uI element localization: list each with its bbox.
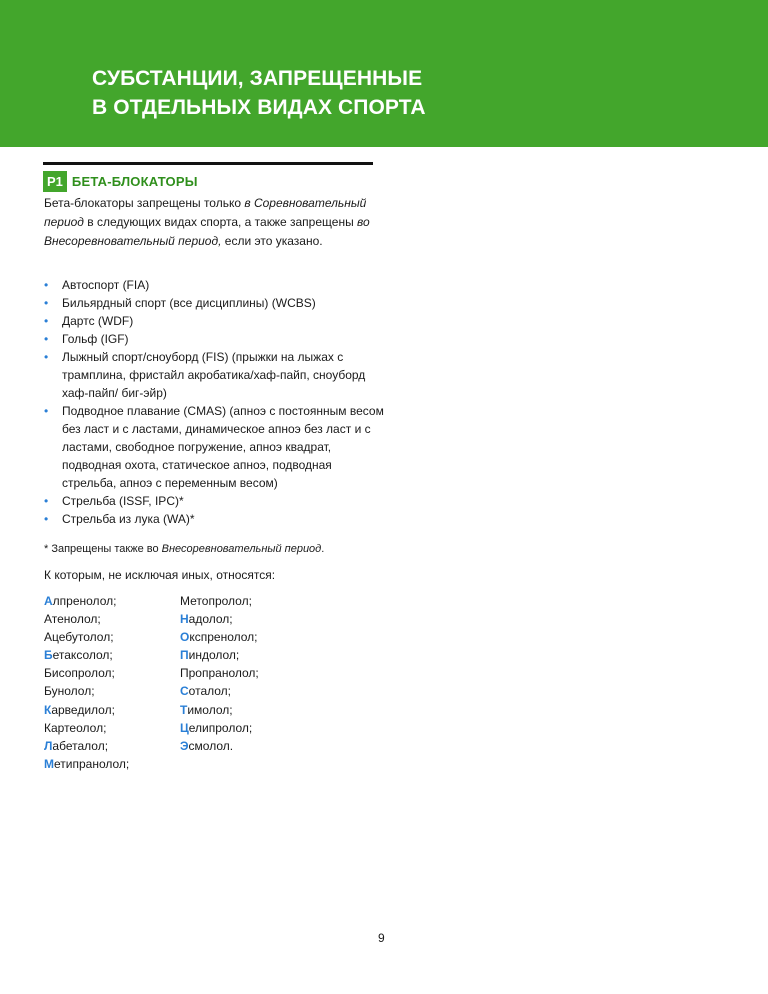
- substance-name: Атенолол;: [44, 612, 101, 627]
- substance-name: етаксолол;: [52, 648, 113, 663]
- sport-list-line: трамплина, фристайл акробатика/хаф-пайп, сноуборд: [62, 368, 366, 382]
- page-number: 9: [378, 931, 385, 945]
- intro-run: Бета-блокаторы запрещены только: [44, 196, 245, 210]
- sport-list-line: ластами, свободное погружение, апноэ квадрат,: [62, 440, 332, 454]
- substance-initial: Н: [180, 612, 189, 627]
- sport-list-item: [44, 510, 384, 528]
- substance-item: [180, 737, 259, 755]
- substance-item: [180, 701, 259, 719]
- sport-list-line: Лыжный спорт/сноуборд (FIS) (прыжки на лыжах с: [62, 350, 344, 364]
- sport-list-item: [44, 492, 384, 510]
- substance-name: абеталол;: [52, 738, 109, 753]
- substances-lead: К которым, не исключая иных, относятся:: [44, 568, 276, 582]
- substance-name: Пропранолол;: [180, 666, 259, 681]
- intro-run: период: [44, 215, 84, 229]
- sport-list-item: [44, 402, 384, 492]
- substance-initial: А: [44, 594, 53, 608]
- footnote-suffix: .: [321, 543, 325, 555]
- sport-list-item: [44, 330, 384, 348]
- intro-line: [44, 232, 384, 251]
- bullet-icon: •: [44, 314, 49, 328]
- sport-list-line: хаф-пайп/ биг-эйр): [62, 386, 167, 400]
- substance-initial: П: [180, 648, 189, 663]
- sport-list-item: [44, 312, 384, 330]
- bullet-icon: •: [44, 278, 49, 292]
- substance-name: елипролол;: [188, 720, 253, 735]
- substance-item: [44, 701, 129, 719]
- substance-name: етипранолол;: [54, 756, 130, 771]
- substance-initial: Б: [44, 648, 53, 663]
- intro-run: во: [357, 215, 370, 229]
- substance-item: [180, 682, 259, 700]
- page-title-line: СУБСТАНЦИИ, ЗАПРЕЩЕННЫЕ: [92, 67, 423, 90]
- substance-item: [44, 610, 129, 628]
- bullet-icon: •: [44, 494, 49, 508]
- sport-list-line: без ласт и с ластами, динамическое апноэ без ласт и с: [62, 422, 371, 436]
- intro-line: [44, 213, 384, 232]
- substance-name: Ацебутолол;: [44, 630, 114, 645]
- sport-list-item: [44, 276, 384, 294]
- sport-list-line: Бильярдный спорт (все дисциплины) (WCBS): [62, 296, 316, 310]
- intro-run: если это указано.: [221, 234, 323, 248]
- substance-name: арведилол;: [51, 702, 115, 717]
- substances-column-left: [44, 592, 129, 773]
- substance-initial: С: [180, 684, 189, 699]
- sport-list-item: [44, 294, 384, 312]
- intro-run: в Соревновательный: [244, 196, 367, 210]
- bullet-icon: •: [44, 350, 49, 364]
- substance-name: адолол;: [188, 612, 233, 627]
- sport-list-line: стрельба, апноэ с переменным весом): [62, 476, 278, 490]
- sport-list-line: Подводное плавание (CMAS) (апноэ с постоянным весом: [62, 404, 384, 418]
- substance-initial: М: [44, 756, 54, 771]
- substance-item: [44, 719, 129, 737]
- intro-paragraph: [44, 194, 384, 251]
- substance-name: оталол;: [188, 684, 231, 699]
- substance-initial: О: [180, 630, 190, 645]
- footnote-prefix: * Запрещены также во: [44, 543, 162, 555]
- substance-name: Картеолол;: [44, 720, 107, 735]
- substance-name: Бисопролол;: [44, 666, 115, 681]
- section-code-badge: P1: [43, 171, 67, 192]
- bullet-icon: •: [44, 296, 49, 310]
- substance-name: смолол.: [188, 738, 234, 753]
- substance-name: индолол;: [188, 648, 240, 663]
- substance-item: [44, 682, 129, 700]
- substance-initial: К: [44, 702, 52, 717]
- substance-initial: Л: [44, 738, 53, 753]
- bullet-icon: •: [44, 332, 49, 346]
- sport-list-line: подводная охота, статическое апноэ, подводная: [62, 458, 332, 472]
- sport-list-line: Гольф (IGF): [62, 332, 129, 346]
- section-heading: [43, 171, 198, 192]
- intro-line: [44, 194, 384, 213]
- substance-item: [180, 646, 259, 664]
- substance-item: [44, 664, 129, 682]
- sport-list-line: Стрельба из лука (WA)*: [62, 512, 195, 526]
- substance-name: кспренолол;: [189, 630, 258, 645]
- intro-run: в следующих видах спорта, а также запрещены: [83, 215, 358, 229]
- substance-name: имолол;: [187, 702, 233, 717]
- substance-item: [44, 755, 129, 773]
- footnote-italic: Внесоревновательный период: [161, 543, 322, 555]
- bullet-icon: •: [44, 404, 49, 418]
- section-divider: [43, 162, 373, 165]
- substance-name: Бунолол;: [44, 684, 95, 699]
- substance-initial: Э: [180, 738, 189, 753]
- sport-list-line: Автоспорт (FIA): [62, 278, 150, 292]
- substance-item: [180, 664, 259, 682]
- substance-item: [180, 719, 259, 737]
- substance-item: [44, 737, 129, 755]
- substance-item: [44, 592, 129, 610]
- intro-run: Внесоревновательный период,: [44, 234, 222, 248]
- footnote: [44, 540, 324, 558]
- substance-item: [44, 646, 129, 664]
- substance-item: [180, 592, 259, 610]
- substance-initial: Ц: [180, 720, 189, 735]
- page-title: [92, 64, 426, 122]
- sports-list: [44, 276, 384, 528]
- section-title: БЕТА-БЛОКАТОРЫ: [71, 174, 198, 189]
- bullet-icon: •: [44, 512, 49, 526]
- substance-name: лпренолол;: [52, 594, 117, 608]
- substance-item: [180, 628, 259, 646]
- sport-list-line: Дартс (WDF): [62, 314, 134, 328]
- substances-column-right: [180, 592, 259, 755]
- sport-list-line: Стрельба (ISSF, IPC)*: [62, 494, 184, 508]
- substance-name: Метопролол;: [180, 594, 252, 608]
- page-title-line: В ОТДЕЛЬНЫХ ВИДАХ СПОРТА: [92, 96, 426, 119]
- substance-item: [44, 628, 129, 646]
- sport-list-item: [44, 348, 384, 402]
- substance-initial: Т: [180, 702, 188, 717]
- substance-item: [180, 610, 259, 628]
